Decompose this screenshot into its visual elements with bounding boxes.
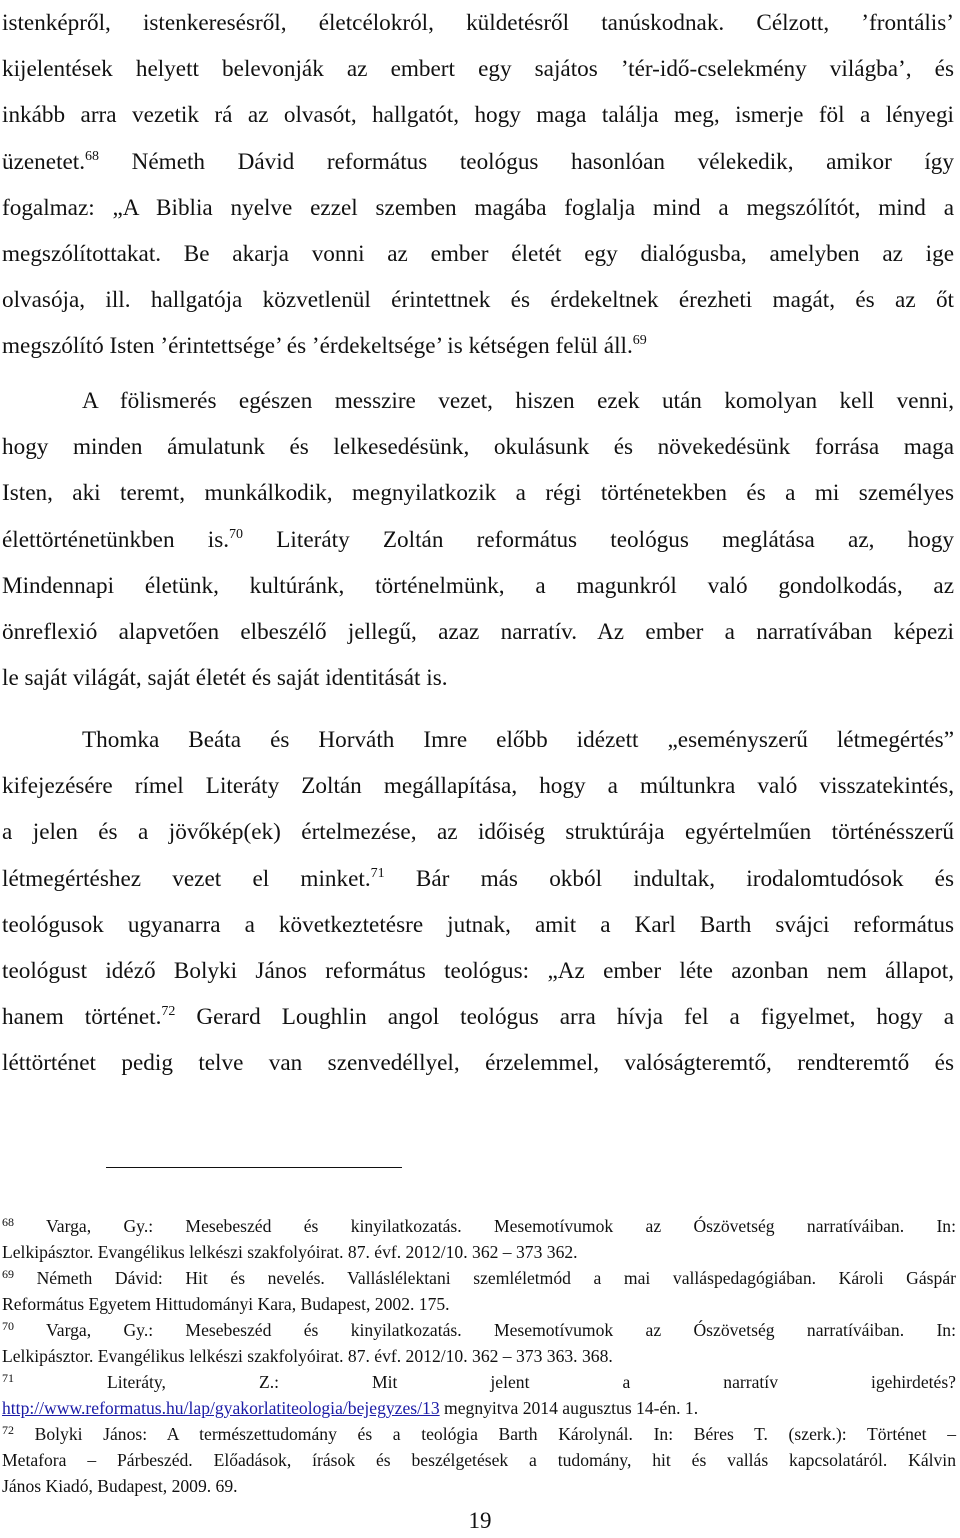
text-fragment: hanem történet. [2,1004,162,1031]
footnote-line: Református Egyetem Hittudományi Kara, Budapest, 2002. 175. [2,1293,450,1314]
text-fragment: Gerard Loughlin angol teológus arra hívja fel a figyelmet, hogy a [175,1004,954,1031]
page-number: 19 [468,1508,492,1533]
footnote-number: 69 [2,1267,14,1281]
text-fragment: Németh Dávid: Hit és nevelés. Valláslélektani szemléletmód a mai valláspedagógiában. Károli Gáspár [14,1268,956,1288]
text-fragment: élettörténetünkben is. [2,526,230,553]
text-line: teológust idéző Bolyki János református teológus: „Az ember léte azonban nem állapot, [2,958,954,985]
footnote-line [2,1214,956,1240]
footnote-line [2,1318,956,1344]
text-line: Mindennapi életünk, kultúránk, történelmünk, a magunkról való gondolkodás, az [2,572,954,599]
body-paragraph-3 [2,717,954,1087]
footnote-71 [2,1370,956,1422]
footnote-line: Lelkipásztor. Evangélikus lelkészi szakfolyóirat. 87. évf. 2012/10. 362 – 373 362. [2,1241,578,1262]
text-fragment: Varga, Gy.: Mesebeszéd és kinyilatkozatás. Mesemotívumok az Ószövetség narratíváiban. In: [14,1216,956,1236]
text-line: kijelentések helyett belevonják az embert egy sajátos ’tér-idő-cselekmény világba’, és [2,56,954,83]
footnote-ref-71[interactable]: 71 [370,865,385,881]
text-fragment: Bár más okból indultak, irodalomtudósok és [384,865,954,892]
footnote-ref-69[interactable]: 69 [632,333,647,349]
text-fragment: Literáty, Z.: Mit jelent a narratív igehirdetés? [14,1372,956,1392]
footnote-line [2,1396,956,1422]
text-line: olvasója, ill. hallgatója közvetlenül érintettnek és érdekeltnek érezheti magát, és az őt [2,287,954,314]
text-fragment: Németh Dávid református teológus hasonlóan vélekedik, amikor így [99,148,954,175]
footnote-line: János Kiadó, Budapest, 2009. 69. [2,1475,238,1496]
footnote-69 [2,1266,956,1318]
text-line: Thomka Beáta és Horváth Imre előbb idézett „eseményszerű létmegértés” [82,727,954,753]
text-fragment: Varga, Gy.: Mesebeszéd és kinyilatkozatás. Mesemotívumok az Ószövetség narratíváiban. In: [14,1320,956,1340]
text-line: fogalmaz: „A Biblia nyelve ezzel szemben magába foglalja mind a megszólítót, mind a [2,194,954,221]
text-line: a jelen és a jövőkép(ek) értelmezése, az időiség struktúrája egyértelműen történésszerű [2,819,954,846]
text-fragment: megnyitva 2014 augusztus 14-én. 1. [439,1397,699,1418]
footnote-number: 72 [2,1423,14,1437]
text-line: Isten, aki teremt, munkálkodik, megnyilatkozik a régi történetekben és a mi személyes [2,480,954,507]
text-line: kifejezésére rímel Literáty Zoltán megállapítása, hogy a múltunkra való visszatekintés, [2,773,954,800]
reference-link[interactable]: http://www.reformatus.hu/lap/gyakorlatiteologia/bejegyzes/13 [2,1397,440,1418]
footnote-line: Lelkipásztor. Evangélikus lelkészi szakfolyóirat. 87. évf. 2012/10. 362 – 373 363. 368. [2,1345,613,1366]
text-line: istenképről, istenkeresésről, életcélokról, küldetésről tanúskodnak. Célzott, ’frontális’ [2,10,954,36]
footnote-number: 70 [2,1319,14,1333]
footnote-number: 68 [2,1215,14,1229]
text-line [2,323,954,369]
footnote-number: 71 [2,1371,14,1385]
text-line: inkább arra vezetik rá az olvasót, hallgatót, hogy maga találja meg, ismerje föl a lényegi [2,102,954,129]
body-paragraph-2 [2,378,954,701]
footnote-ref-70[interactable]: 70 [229,526,244,542]
text-fragment: létmegértéshez vezet el minket. [2,865,371,892]
text-line: megszólítottakat. Be akarja vonni az ember életét egy dialógusba, amelyben az ige [2,241,954,268]
footnote-line [2,1266,956,1292]
footnote-68 [2,1214,956,1266]
text-line: hogy minden ámulatunk és lelkesedésünk, okulásunk és növekedésünk forrása maga [2,434,954,461]
footnote-line: Metafora – Párbeszéd. Előadások, írások és beszélgetések a tudomány, hit és vallás kapcsolatáról. Kálvin [2,1449,956,1470]
text-line [2,139,954,185]
text-line: önreflexió alapvetően elbeszélő jellegű, azaz narratív. Az ember a narratívában képezi [2,619,954,646]
text-line: le saját világát, saját életét és saját identitását is. [2,665,448,692]
text-fragment: üzenetet. [2,148,86,175]
text-line [2,994,954,1040]
body-paragraph-1 [2,0,954,370]
text-fragment: megszólító Isten ’érintettsége’ és ’érdekeltsége’ is kétségen felül áll. [2,333,633,360]
text-line [2,856,954,902]
footnote-ref-68[interactable]: 68 [85,148,100,164]
footnote-ref-72[interactable]: 72 [161,1004,176,1020]
footnote-line [2,1370,956,1396]
text-line: léttörténet pedig telve van szenvedéllyel, érzelemmel, valóságteremtő, rendteremtő és [2,1050,954,1077]
footnote-line [2,1422,956,1448]
text-line [2,517,954,563]
footnote-70 [2,1318,956,1370]
text-fragment: Bolyki János: A természettudomány és a teológia Barth Károlynál. In: Béres T. (szerk.): Történet – [14,1424,956,1444]
text-line: teológusok ugyanarra a következtetésre jutnak, amit a Karl Barth svájci református [2,911,954,938]
text-line: A fölismerés egészen messzire vezet, hiszen ezek után komolyan kell venni, [82,388,954,414]
footnote-72 [2,1422,956,1499]
footnote-separator [106,1167,402,1168]
text-fragment: Literáty Zoltán református teológus meglátása az, hogy [243,526,955,553]
